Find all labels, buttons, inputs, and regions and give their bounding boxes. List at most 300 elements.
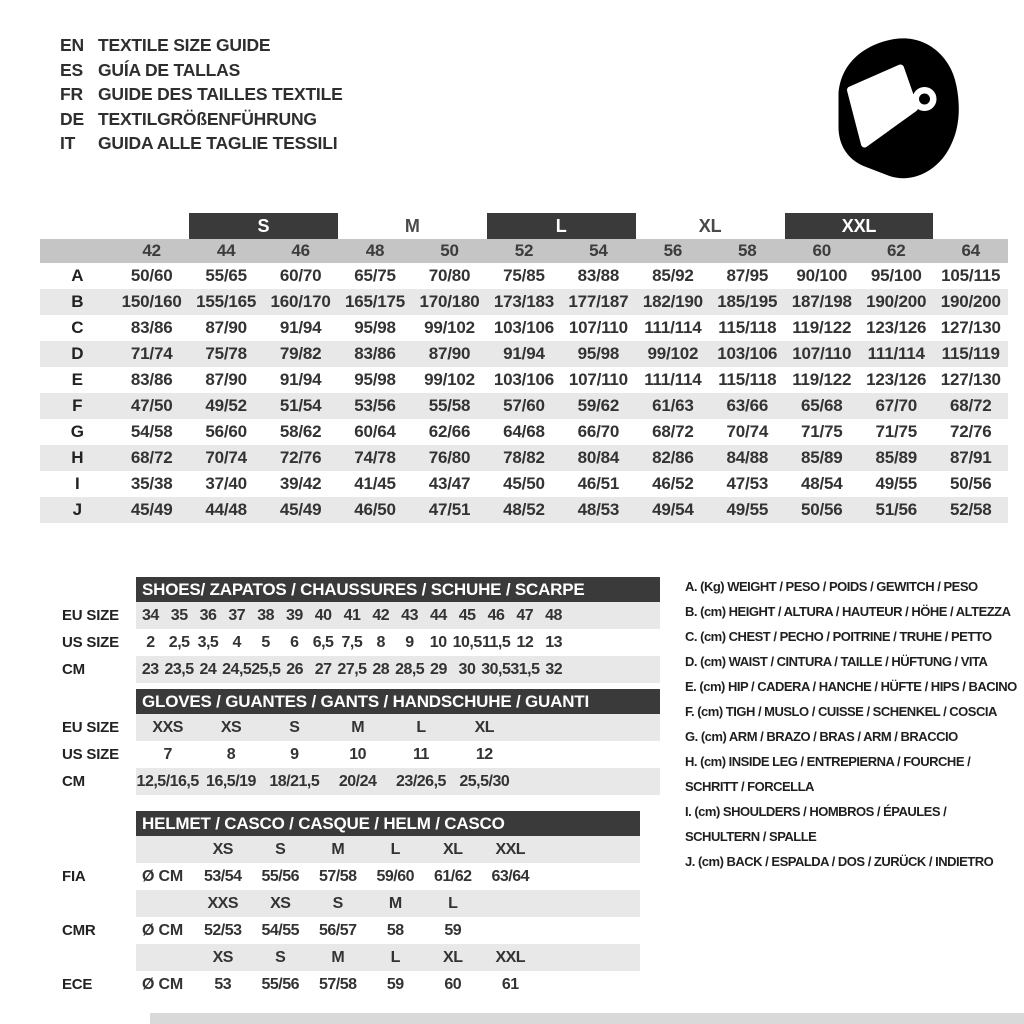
measure-value-cell: 87/90 [412, 341, 486, 367]
bottom-strip [150, 1013, 1024, 1024]
language-code: ES [60, 59, 83, 80]
measure-value-cell: 75/78 [189, 341, 263, 367]
legend-line: J. (cm) BACK / ESPALDA / DOS / ZURÜCK / INDIETRO [685, 854, 994, 869]
category-header-row [40, 213, 1008, 239]
value-cell: 7,5 [341, 633, 363, 651]
language-row [60, 107, 343, 132]
row-letter: A [71, 266, 84, 285]
measure-value-cell: 127/130 [940, 318, 1001, 337]
measure-value-cell: 111/114 [859, 341, 933, 367]
row-values [194, 922, 539, 940]
measure-value-cell: 82/86 [636, 445, 710, 471]
helmet-size-row [40, 836, 660, 863]
value-cell: 2,5 [168, 633, 190, 651]
legend-line: H. (cm) INSIDE LEG / ENTREPIERNA / FOURCHE / [685, 754, 971, 769]
value-cell: 28 [372, 660, 390, 678]
measure-value-cell: 68/72 [933, 393, 1008, 419]
category-header-cell [114, 213, 188, 239]
category-header-cell: S [189, 213, 338, 239]
legend-line: A. (Kg) WEIGHT / PESO / POIDS / GEWITCH / PESO [685, 579, 978, 594]
measure-value-cell: 83/88 [577, 266, 620, 285]
helmet-size-cell: S [275, 948, 286, 966]
value-cell: 12 [475, 745, 493, 763]
measure-value-cell: 87/90 [205, 370, 247, 389]
category-header-cell: XL [698, 215, 722, 236]
measure-value-cell: 119/122 [792, 370, 852, 389]
value-cell: 44 [429, 606, 447, 624]
value-cell: 7 [163, 745, 172, 763]
value-cell: 9 [290, 745, 299, 763]
measure-value-cell: 50/56 [785, 497, 859, 523]
value-cell: 10,5 [452, 633, 482, 651]
measure-value-cell: 71/75 [875, 422, 917, 441]
measure-value-cell: 46/51 [577, 474, 620, 493]
gloves-title: GLOVES / GUANTES / GANTS / HANDSCHUHE / GUANTI [142, 692, 589, 711]
measure-value-cell: 58/62 [279, 422, 322, 441]
row-stripe [136, 836, 640, 863]
row-label [40, 836, 136, 863]
measure-value-cell: 119/122 [792, 318, 852, 337]
value-cell: 48 [545, 606, 562, 624]
measure-row [40, 445, 1008, 471]
measure-row [40, 471, 1008, 497]
measure-value-cell: 59/62 [561, 393, 635, 419]
language-list [60, 33, 343, 156]
value-cell: 16,5/19 [206, 772, 256, 790]
helmet-section [40, 811, 660, 998]
shoes-title-bar [136, 577, 660, 602]
value-cell: 29 [430, 660, 447, 678]
value-cell: 20/24 [338, 772, 377, 790]
measure-value-cell: 90/100 [796, 266, 848, 285]
measure-value-cell: 49/54 [636, 497, 710, 523]
standard-label: CMR [62, 922, 96, 939]
row-label: US SIZE [62, 746, 119, 763]
measure-value-cell: 62/66 [428, 422, 471, 441]
helmet-size-cell: L [390, 840, 400, 858]
measure-value-cell: 45/49 [114, 497, 188, 523]
helmet-value-cell: 59 [386, 975, 404, 993]
measure-value-cell: 165/175 [338, 289, 412, 315]
measure-value-cell: 87/95 [726, 266, 769, 285]
row-letter: G [70, 422, 84, 441]
row-stripe [136, 971, 640, 998]
measure-row [40, 367, 1008, 393]
helmet-value-cell: 58 [386, 921, 404, 939]
legend-line: D. (cm) WAIST / CINTURA / TAILLE / HÜFTUNG / VITA [685, 654, 988, 669]
measure-value-cell: 85/89 [859, 445, 933, 471]
measure-value-cell: 71/75 [800, 422, 843, 441]
measure-row [40, 341, 1008, 367]
measure-value-cell: 54/58 [130, 422, 173, 441]
standard-label: FIA [62, 868, 86, 885]
measure-value-cell: 64/68 [503, 422, 545, 441]
measure-value-cell: 87/90 [205, 318, 247, 337]
measure-value-cell: 85/92 [652, 266, 694, 285]
value-cell: 43 [401, 606, 418, 624]
measure-value-cell: 105/115 [941, 266, 1001, 285]
helmet-title: HELMET / CASCO / CASQUE / HELM / CASCO [142, 814, 505, 833]
value-cell: 37 [228, 606, 246, 624]
value-cell: 39 [285, 606, 303, 624]
corner-cell [40, 213, 114, 239]
measure-value-cell: 65/75 [354, 266, 396, 285]
shoes-section [40, 577, 660, 683]
measure-value-cell: 107/110 [785, 341, 859, 367]
legend-line: C. (cm) CHEST / PECHO / POITRINE / TRUHE / PETTO [685, 629, 992, 644]
row-stripe [136, 656, 660, 683]
measure-value-cell: 95/98 [561, 341, 635, 367]
measure-value-cell: 76/80 [412, 445, 486, 471]
legend-item [685, 849, 1023, 874]
value-cell: 6,5 [312, 633, 334, 651]
helmet-size-cell: M [331, 948, 345, 966]
row-label: CM [62, 661, 85, 678]
value-cell: 45 [458, 606, 476, 624]
measure-value-cell: 155/165 [189, 289, 263, 315]
helmet-value-cell: 60 [444, 975, 462, 993]
helmet-value-cell: 53/54 [203, 867, 242, 885]
value-cell: 12,5/16,5 [136, 772, 199, 790]
helmet-size-cell: XXS [207, 894, 238, 912]
value-cell: 42 [372, 606, 390, 624]
category-header-cell: M [404, 215, 420, 236]
value-cell: XS [220, 718, 242, 736]
measure-value-cell: 185/195 [710, 289, 784, 315]
value-cell: M [351, 718, 365, 736]
row-values [136, 607, 568, 625]
helmet-rows [40, 836, 660, 998]
measure-value-cell: 51/56 [859, 497, 933, 523]
size-header-cell: 42 [114, 239, 188, 263]
measure-value-cell: 103/106 [710, 341, 784, 367]
row-values [136, 634, 568, 652]
helmet-size-cell: XL [443, 948, 463, 966]
helmet-value-row [40, 917, 660, 944]
value-cell: 13 [545, 633, 563, 651]
value-cell: 24 [199, 660, 217, 678]
value-cell: L [416, 718, 426, 736]
language-row [60, 58, 343, 83]
size-header-cell: 60 [785, 239, 859, 263]
value-cell: 9 [405, 633, 414, 651]
size-header-cell: 56 [636, 239, 710, 263]
row-values [136, 746, 516, 764]
row-letter: C [71, 318, 84, 337]
helmet-value-cell: 57/58 [318, 867, 357, 885]
measure-value-cell: 45/50 [503, 474, 545, 493]
legend-line: SCHRITT / FORCELLA [685, 779, 814, 794]
language-title: GUIDA ALLE TAGLIE TESSILI [98, 133, 338, 154]
language-code: FR [60, 84, 83, 105]
unit-label: Ø CM [142, 921, 183, 939]
measure-value-cell: 37/40 [205, 474, 247, 493]
measure-value-cell: 173/183 [487, 289, 561, 315]
helmet-size-row [40, 944, 660, 971]
language-row [60, 131, 343, 156]
value-cell: XL [474, 718, 495, 736]
value-cell: 30 [458, 660, 476, 678]
language-title: TEXTILGRÖßENFÜHRUNG [98, 108, 317, 129]
helmet-value-cell: 55/56 [261, 867, 300, 885]
value-cell: 11,5 [481, 633, 511, 651]
value-cell: 23 [141, 660, 159, 678]
size-header-row [40, 239, 1008, 263]
measure-value-cell: 115/119 [933, 341, 1008, 367]
measure-value-cell: 150/160 [114, 289, 188, 315]
value-cell: 2 [146, 633, 155, 651]
size-header-cell: 52 [487, 239, 561, 263]
measure-value-cell: 35/38 [130, 474, 173, 493]
section-row [40, 714, 660, 741]
measure-value-cell: 79/82 [263, 341, 337, 367]
measurement-legend [685, 574, 1023, 874]
measure-value-cell: 60/70 [279, 266, 322, 285]
language-title: TEXTILE SIZE GUIDE [98, 35, 271, 55]
legend-item [685, 674, 1023, 699]
helmet-value-cell: 59 [444, 921, 462, 939]
helmet-title-bar [136, 811, 640, 836]
helmet-value-cell: 57/58 [318, 975, 357, 993]
row-stripe [136, 917, 640, 944]
measure-value-cell: 84/88 [710, 445, 784, 471]
measure-value-cell: 111/114 [644, 370, 702, 389]
helmet-size-cell: XXL [495, 840, 526, 858]
measure-value-cell: 53/56 [338, 393, 412, 419]
measure-value-cell: 187/198 [785, 289, 859, 315]
helmet-size-cell: M [331, 840, 345, 858]
row-letter: D [40, 341, 114, 367]
measure-value-cell: 78/82 [487, 445, 561, 471]
language-title: GUIDE DES TAILLES TEXTILE [98, 84, 343, 105]
value-cell: 26 [286, 660, 304, 678]
measure-value-cell: 51/54 [263, 393, 337, 419]
row-stripe [136, 944, 640, 971]
row-values [194, 895, 539, 913]
helmet-value-cell: 61 [501, 975, 519, 993]
measure-value-cell: 63/66 [710, 393, 784, 419]
row-letter: I [74, 474, 80, 493]
measure-value-cell: 39/42 [279, 474, 322, 493]
measure-value-cell: 190/200 [933, 289, 1008, 315]
measure-value-cell: 111/114 [644, 318, 702, 337]
measure-value-cell: 70/74 [189, 445, 263, 471]
legend-line: SCHULTERN / SPALLE [685, 829, 817, 844]
measure-value-cell: 47/53 [726, 474, 769, 493]
main-size-table [40, 213, 1008, 523]
measure-value-cell: 57/60 [487, 393, 561, 419]
measure-value-cell: 49/55 [875, 474, 917, 493]
row-stripe [136, 768, 660, 795]
legend-line: G. (cm) ARM / BRAZO / BRAS / ARM / BRACCIO [685, 729, 958, 744]
measure-value-cell: 107/110 [568, 370, 628, 389]
measure-value-cell: 55/65 [205, 266, 247, 285]
row-letter: E [71, 370, 83, 389]
legend-item [685, 574, 1023, 599]
measure-value-cell: 65/68 [785, 393, 859, 419]
helmet-size-cell: M [388, 894, 402, 912]
measure-value-cell: 95/100 [870, 266, 922, 285]
size-header-cell: 54 [561, 239, 635, 263]
helmet-value-cell [482, 922, 540, 940]
value-cell: 23,5 [164, 660, 194, 678]
legend-item [685, 649, 1023, 674]
measure-value-cell: 67/70 [859, 393, 933, 419]
value-cell: 25,5/30 [459, 772, 510, 790]
measure-value-cell: 66/70 [577, 422, 620, 441]
value-cell: 18/21,5 [269, 772, 320, 790]
helmet-value-cell: 52/53 [203, 921, 242, 939]
measure-value-cell: 87/91 [933, 445, 1008, 471]
helmet-size-cell: XS [270, 894, 291, 912]
corner-cell [40, 239, 114, 263]
measure-value-cell: 80/84 [561, 445, 635, 471]
category-header-cell: XXL [785, 213, 934, 239]
legend-item [685, 624, 1023, 649]
measure-value-cell: 56/60 [205, 422, 247, 441]
measure-value-cell: 41/45 [354, 474, 396, 493]
row-values [136, 773, 516, 791]
shoes-rows [40, 602, 660, 683]
value-cell: XXS [152, 718, 183, 736]
measure-value-cell: 115/118 [718, 370, 777, 389]
row-letter: B [40, 289, 114, 315]
value-cell: 41 [343, 606, 361, 624]
measure-value-cell: 46/50 [338, 497, 412, 523]
row-stripe [136, 741, 660, 768]
measure-value-cell: 99/102 [636, 341, 710, 367]
size-header-cell: 64 [933, 239, 1008, 263]
measure-value-cell: 123/126 [866, 318, 927, 337]
value-cell: 31,5 [510, 660, 540, 678]
measure-value-cell: 44/48 [189, 497, 263, 523]
value-cell: 5 [261, 633, 270, 651]
legend-item [685, 799, 1023, 849]
measure-value-cell: 48/52 [487, 497, 561, 523]
section-row [40, 656, 660, 683]
size-header-cell: 48 [338, 239, 412, 263]
value-cell: 3,5 [197, 633, 219, 651]
measure-value-cell: 83/86 [130, 318, 173, 337]
value-cell: 27 [314, 660, 332, 678]
measure-row [40, 289, 1008, 315]
helmet-size-cell: XS [212, 948, 233, 966]
value-cell: 25,5 [251, 660, 281, 678]
gloves-title-bar [136, 689, 660, 714]
measure-value-cell: 60/64 [354, 422, 396, 441]
row-stripe [136, 602, 660, 629]
row-label [40, 890, 136, 917]
helmet-size-cell [482, 895, 540, 913]
language-row [60, 82, 343, 107]
measure-value-cell: 177/187 [561, 289, 635, 315]
measure-row [40, 497, 1008, 523]
measure-value-cell: 91/94 [279, 318, 322, 337]
measure-value-cell: 75/85 [503, 266, 545, 285]
value-cell: 47 [516, 606, 534, 624]
value-cell: 4 [232, 633, 241, 651]
value-cell: 35 [170, 606, 188, 624]
measure-value-cell: 49/52 [189, 393, 263, 419]
helmet-size-cell: L [390, 948, 400, 966]
measure-value-cell: 48/53 [561, 497, 635, 523]
size-header-cell: 44 [189, 239, 263, 263]
value-cell: 27,5 [337, 660, 367, 678]
helmet-size-cell: L [448, 894, 458, 912]
measure-value-cell: 160/170 [263, 289, 337, 315]
measure-row [40, 393, 1008, 419]
value-cell: 6 [290, 633, 299, 651]
row-letter: J [40, 497, 114, 523]
language-title: GUÍA DE TALLAS [98, 59, 241, 80]
helmet-value-cell: 61/62 [433, 867, 472, 885]
category-header-cell: L [487, 213, 636, 239]
measure-value-cell: 52/58 [933, 497, 1008, 523]
value-cell: 24,5 [222, 660, 252, 678]
row-label: US SIZE [62, 634, 119, 651]
value-cell: 38 [257, 606, 274, 624]
legend-item [685, 599, 1023, 624]
measure-value-cell: 99/102 [424, 370, 475, 389]
measure-value-cell: 71/74 [114, 341, 188, 367]
category-header-cell [933, 213, 1008, 239]
measure-value-cell: 103/106 [493, 370, 554, 389]
measure-value-cell: 48/54 [800, 474, 843, 493]
shoes-title: SHOES/ ZAPATOS / CHAUSSURES / SCHUHE / SCARPE [142, 580, 585, 599]
legend-item [685, 724, 1023, 749]
row-values [194, 841, 539, 859]
measure-value-cell: 70/80 [428, 266, 471, 285]
value-cell: 28,5 [395, 660, 425, 678]
measure-value-cell: 49/55 [710, 497, 784, 523]
helmet-value-row [40, 971, 660, 998]
row-label: EU SIZE [62, 719, 119, 736]
row-stripe [136, 629, 660, 656]
row-stripe [136, 890, 640, 917]
measure-value-cell: 182/190 [636, 289, 710, 315]
language-code: EN [60, 35, 84, 55]
measure-value-cell: 55/58 [412, 393, 486, 419]
value-cell: 10 [349, 745, 367, 763]
measure-value-cell: 50/60 [130, 266, 173, 285]
measure-row [40, 315, 1008, 341]
value-cell: 36 [199, 606, 217, 624]
measure-value-cell: 50/56 [949, 474, 992, 493]
measure-value-cell: 83/86 [130, 370, 173, 389]
measure-value-cell: 70/74 [726, 422, 769, 441]
gloves-section [40, 689, 660, 795]
measure-value-cell: 83/86 [338, 341, 412, 367]
helmet-size-cell: XL [443, 840, 463, 858]
measure-row [40, 419, 1008, 445]
legend-line: F. (cm) TIGH / MUSLO / CUISSE / SCHENKEL / COSCIA [685, 704, 997, 719]
measure-value-cell: 95/98 [354, 318, 396, 337]
row-label [40, 944, 136, 971]
value-cell: 34 [142, 606, 159, 624]
measure-value-cell: 107/110 [568, 318, 628, 337]
helmet-size-cell: S [275, 840, 286, 858]
row-letter: H [40, 445, 114, 471]
measure-value-cell: 47/51 [412, 497, 486, 523]
size-header-cell: 50 [412, 239, 486, 263]
measure-value-cell: 95/98 [354, 370, 396, 389]
measure-value-cell: 68/72 [652, 422, 694, 441]
measure-value-cell: 127/130 [940, 370, 1001, 389]
legend-line: E. (cm) HIP / CADERA / HANCHE / HÜFTE / HIPS / BACINO [685, 679, 1017, 694]
helmet-value-cell: 55/56 [261, 975, 300, 993]
row-label: CM [62, 773, 85, 790]
size-header-cell: 46 [263, 239, 337, 263]
